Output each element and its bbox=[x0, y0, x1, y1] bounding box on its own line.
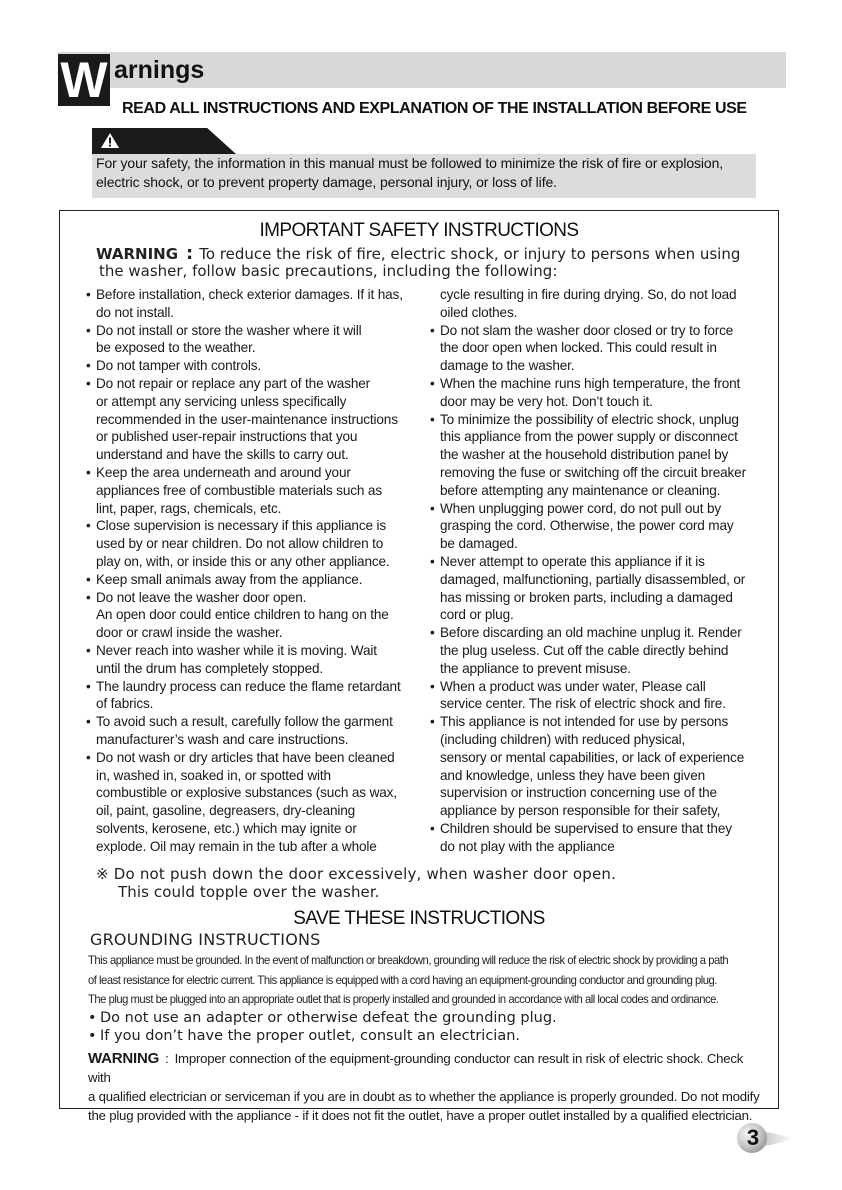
warning-colon: : bbox=[186, 243, 194, 264]
safety-notice bbox=[92, 154, 756, 198]
grounding-warning-colon: : bbox=[165, 1051, 169, 1066]
instruction-item: • When unplugging power cord, do not pull out by bbox=[430, 500, 762, 518]
instruction-item-continued: and knowledge, unless they have been given bbox=[440, 767, 706, 783]
instruction-item: • Do not wash or dry articles that have been cleaned bbox=[86, 749, 424, 767]
instruction-item-continued: appliances free of combustible materials such as bbox=[96, 482, 382, 498]
grounding-warning-label: WARNING bbox=[88, 1050, 160, 1067]
instruction-item: • Children should be supervised to ensure that they bbox=[430, 820, 762, 838]
instruction-item: • When the machine runs high temperature, the front bbox=[430, 375, 762, 393]
page-title: arnings bbox=[114, 56, 205, 84]
instruction-item-continued: grasping the cord. Otherwise, the power cord may bbox=[440, 518, 734, 534]
grounding-warning-line1: Improper connection of the equipment-grounding conductor can result in risk of electric shock. Check with bbox=[88, 1051, 744, 1085]
instruction-item: • Before installation, check exterior damages. If it has, bbox=[86, 286, 424, 304]
grounding-text bbox=[88, 951, 748, 1010]
door-note-line1: ※ Do not push down the door excessively, when washer door open. bbox=[96, 865, 617, 883]
instruction-item: • Do not install or store the washer where it will bbox=[86, 322, 424, 340]
instruction-item-continued: play on, with, or inside this or any other appliance. bbox=[96, 553, 390, 569]
page-number: 3 bbox=[746, 1125, 760, 1150]
instruction-item-continued: the door open when locked. This could result in bbox=[440, 340, 717, 356]
warning-intro-line2: the washer, follow basic precautions, including the following: bbox=[99, 262, 558, 280]
instruction-item-continued: damage to the washer. bbox=[440, 358, 575, 374]
safety-notice-line1: For your safety, the information in this manual must be followed to minimize the risk of fire or explosion, bbox=[96, 155, 724, 171]
grounding-warning bbox=[88, 1049, 764, 1125]
instruction-item: • Never attempt to operate this appliance if it is bbox=[430, 553, 762, 571]
instruction-item: • Close supervision is necessary if this appliance is bbox=[86, 517, 424, 535]
grounding-bullet: • Do not use an adapter or otherwise defeat the grounding plug. bbox=[88, 1009, 557, 1027]
instruction-item: • Do not slam the washer door closed or try to force bbox=[430, 322, 762, 340]
warning-label: WARNING bbox=[96, 245, 179, 263]
instruction-item-continued: until the drum has completely stopped. bbox=[96, 660, 324, 676]
save-instructions-title: SAVE THESE INSTRUCTIONS bbox=[293, 908, 545, 929]
instruction-item-continued: in, washed in, soaked in, or spotted with bbox=[96, 767, 331, 783]
instruction-item-continued: of fabrics. bbox=[96, 696, 154, 712]
instruction-item: • Never reach into washer while it is moving. Wait bbox=[86, 642, 424, 660]
instruction-item-continued: has missing or broken parts, including a damaged bbox=[440, 589, 733, 605]
instruction-item: • This appliance is not intended for use by persons bbox=[430, 713, 762, 731]
instructions-box bbox=[59, 210, 779, 1123]
instruction-item-continued: explode. Oil may remain in the tub after a whole bbox=[96, 838, 377, 854]
instruction-item: • Before discarding an old machine unplug it. Render bbox=[430, 624, 762, 642]
instruction-item-continued: service center. The risk of electric shock and fire. bbox=[440, 696, 726, 712]
instruction-item: • When a product was under water, Please call bbox=[430, 678, 762, 696]
instruction-item-continued: oiled clothes. bbox=[440, 304, 518, 320]
grounding-bullet: • If you don’t have the proper outlet, consult an electrician. bbox=[88, 1027, 557, 1045]
grounding-bullets bbox=[88, 1009, 557, 1045]
instruction-item-continued: cord or plug. bbox=[440, 607, 514, 623]
instruction-item: • Do not repair or replace any part of the washer bbox=[86, 375, 424, 393]
grounding-title: GROUNDING INSTRUCTIONS bbox=[90, 930, 321, 949]
instruction-item: • The laundry process can reduce the flame retardant bbox=[86, 678, 424, 696]
instruction-item-continued: this appliance from the power supply or disconnect bbox=[440, 429, 738, 445]
grounding-warning-line3: the plug provided with the appliance - if it does not fit the outlet, have a proper outlet installed by a qualified electrician. bbox=[88, 1108, 753, 1123]
instruction-item: • Keep small animals away from the appliance. bbox=[86, 571, 424, 589]
instruction-item-continued: cycle resulting in fire during drying. So, do not load bbox=[440, 287, 737, 302]
instruction-item-continued: or attempt any servicing unless specifically bbox=[96, 393, 347, 409]
grounding-warning-line2: a qualified electrician or serviceman if you are in doubt as to whether the appliance is properly grounded. Do not modify bbox=[88, 1089, 760, 1104]
instruction-item-continued: lint, paper, rags, chemicals, etc. bbox=[96, 500, 282, 516]
instruction-item-continued: be damaged. bbox=[440, 536, 518, 552]
left-instruction-column bbox=[86, 286, 424, 856]
instruction-item-continued: supervision or instruction concerning use of the bbox=[440, 785, 717, 801]
instruction-item-continued: oil, paint, gasoline, degreasers, dry-cleaning bbox=[96, 803, 356, 819]
safety-notice-line2: electric shock, or to prevent property damage, personal injury, or loss of life. bbox=[96, 174, 557, 190]
instruction-item-continued: understand and have the skills to carry out. bbox=[96, 447, 349, 463]
safety-instructions-title: IMPORTANT SAFETY INSTRUCTIONS bbox=[259, 220, 579, 241]
instruction-item: • To avoid such a result, carefully follow the garment bbox=[86, 713, 424, 731]
page-subtitle: READ ALL INSTRUCTIONS AND EXPLANATION OF THE INSTALLATION BEFORE USE bbox=[122, 100, 747, 117]
instruction-item-continued: the appliance to prevent misuse. bbox=[440, 660, 631, 676]
instruction-item-continued: damaged, malfunctioning, partially disassembled, or bbox=[440, 571, 746, 587]
instruction-item-continued: combustible or explosive substances (such as wax, bbox=[96, 785, 397, 801]
header-initial-box: W bbox=[58, 54, 110, 106]
grounding-text-line3: The plug must be plugged into an appropriate outlet that is properly installed and grounded in accordance with all local codes and ordinance. bbox=[88, 993, 719, 1006]
warning-intro-line1: To reduce the risk of fire, electric shock, or injury to persons when using bbox=[199, 245, 741, 263]
instruction-item-continued: door may be very hot. Don’t touch it. bbox=[440, 393, 653, 409]
instruction-item-continued: before attempting any maintenance or cleaning. bbox=[440, 482, 721, 498]
instruction-item: • Do not tamper with controls. bbox=[86, 357, 424, 375]
instruction-item-continued: (including children) with reduced physical, bbox=[440, 731, 686, 747]
door-note-line2: This could topple over the washer. bbox=[118, 883, 380, 901]
instruction-item-continued: solvents, kerosene, etc.) which may ignite or bbox=[96, 820, 357, 836]
door-note bbox=[96, 865, 756, 901]
warning-intro bbox=[96, 245, 756, 280]
caution-tab bbox=[92, 128, 236, 154]
instruction-item-continued: removing the fuse or switching off the circuit breaker bbox=[440, 464, 746, 480]
right-instruction-column bbox=[430, 286, 762, 856]
warning-triangle-icon bbox=[100, 132, 120, 149]
instruction-item-continued: recommended in the user-maintenance instructions bbox=[96, 411, 398, 427]
instruction-item: • To minimize the possibility of electric shock, unplug bbox=[430, 411, 762, 429]
instruction-item-continued: manufacturer’s wash and care instructions. bbox=[96, 731, 349, 747]
instruction-item-continued: be exposed to the weather. bbox=[96, 340, 256, 356]
instruction-item-continued: or published user-repair instructions that you bbox=[96, 429, 358, 445]
grounding-text-line2: of least resistance for electric current. This appliance is equipped with a cord having an equipment-grounding conductor and grounding plug. bbox=[88, 973, 717, 987]
instruction-item-continued: the washer at the household distribution panel by bbox=[440, 447, 729, 463]
instruction-item-continued: appliance by person responsible for their safety, bbox=[440, 803, 721, 819]
instruction-item: • Do not leave the washer door open. bbox=[86, 589, 424, 607]
instruction-item-continued: sensory or mental capabilities, or lack of experience bbox=[440, 749, 745, 765]
instruction-item-continued: door or crawl inside the washer. bbox=[96, 625, 283, 641]
instruction-item-continued: the plug useless. Cut off the cable directly behind bbox=[440, 642, 729, 658]
instruction-item-continued: used by or near children. Do not allow children to bbox=[96, 536, 384, 552]
grounding-text-line1: This appliance must be grounded. In the event of malfunction or breakdown, grounding will reduce the risk of electric shock by providing a path bbox=[88, 954, 729, 967]
instruction-item: • Keep the area underneath and around your bbox=[86, 464, 424, 482]
instruction-item-continued: do not play with the appliance bbox=[440, 838, 615, 854]
instruction-item-continued: do not install. bbox=[96, 304, 174, 320]
instruction-item-continued: An open door could entice children to hang on the bbox=[96, 607, 389, 623]
